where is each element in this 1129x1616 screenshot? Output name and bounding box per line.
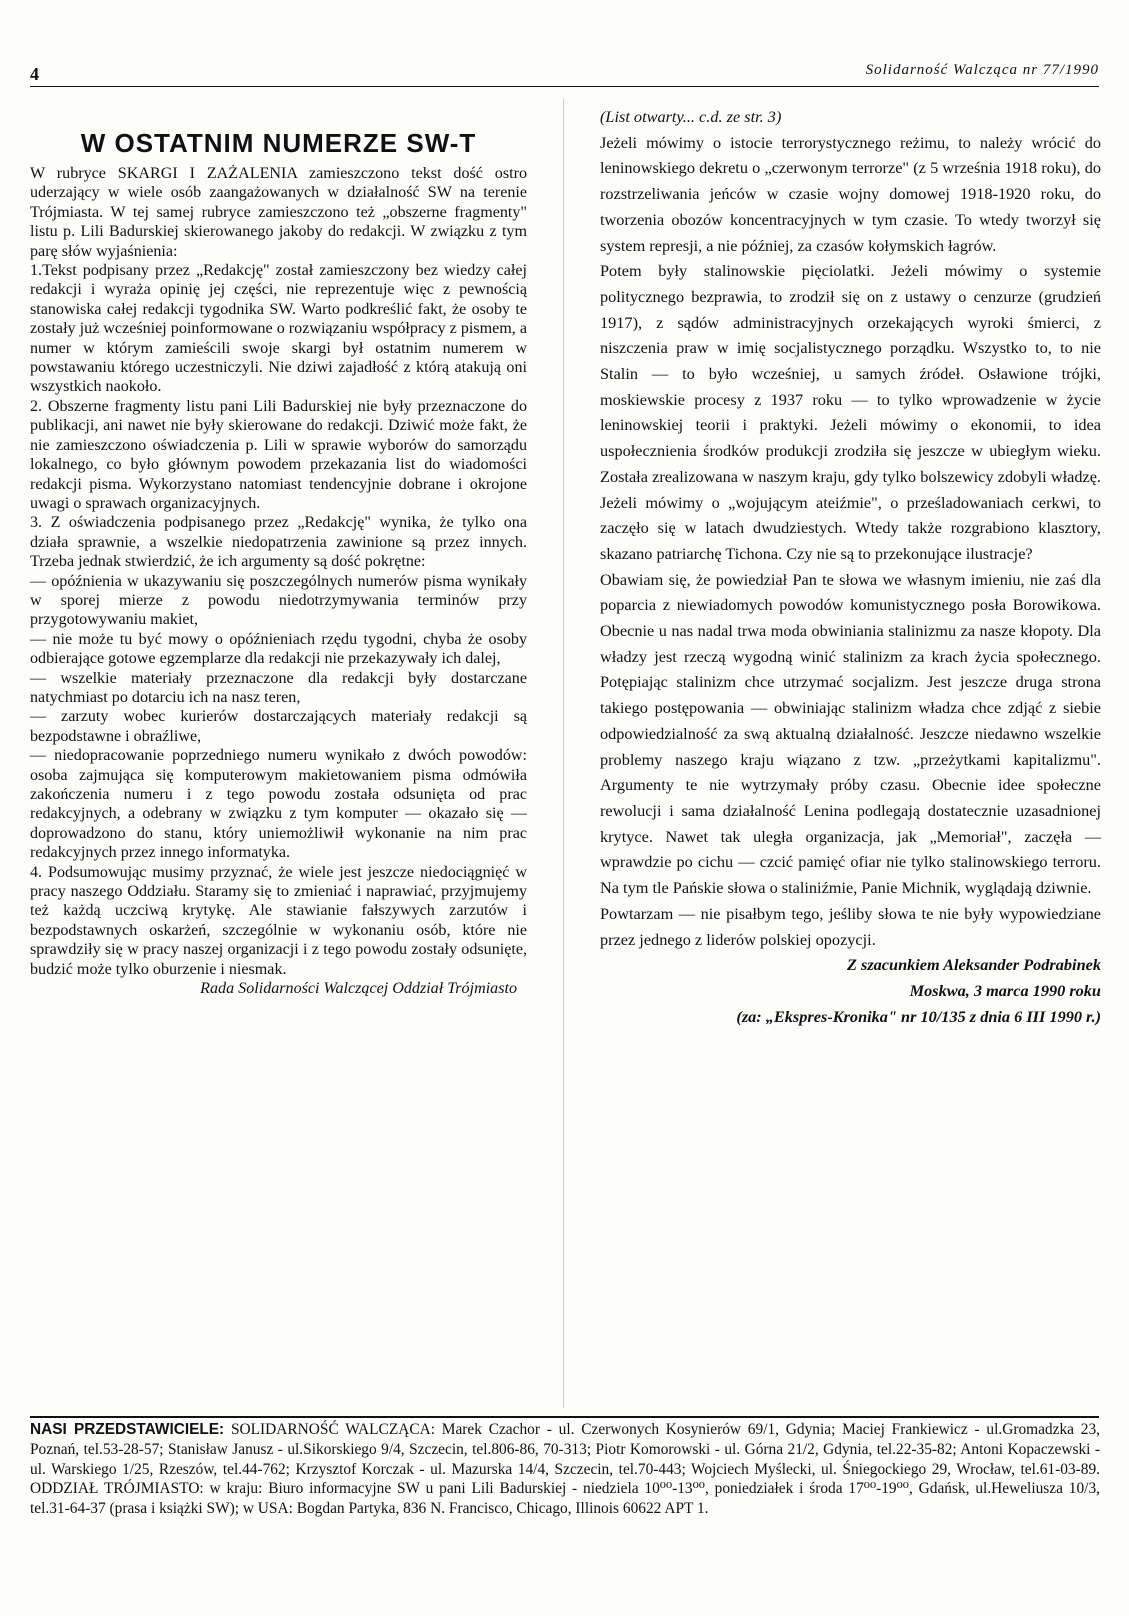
footer-text: SOLIDARNOŚĆ WALCZĄCA: Marek Czachor - ul. Czerwonych Kosynierów 69/1, Gdynia; Maciej Frankiewicz - ul.Gromadzka 23, Poznań, tel.53-28-57; Stanisław Janusz - ul.Sikorskiego 9/4, Szczecin, tel.806-86, 70-313; Piotr Komorowski - ul. Górna 21/2, Gdynia, tel.22-35-82; Antoni Kopaczewski - ul. Warskiego 1/25, Rzeszów, tel.44-762; Krzysztof Korczak - ul. Mazurska 14/4, Szczecin, tel.70-443; Wojciech Myślecki, ul. Śniegockiego 29, Wrocław, tel.61-03-89. ODDZIAŁ TRÓJMIASTO: w kraju: Biuro informacyjne SW u pani Lili Badurskiej - niedziela 10⁰⁰-13⁰⁰, poniedziałek i środa 17⁰⁰-19⁰⁰, Gdańsk, ul.Heweliusza 10/3, tel.31-64-37 (prasa i książki SW); w USA: Bogdan Partyka, 836 N. Francisco, Chicago, Illinois 60622 APT 1. — [30, 1421, 1101, 1518]
list-item: — nie może tu być mowy o opóźnieniach rzędu tygodni, chyba że osoby odbierające gotowe egzemplarze dla redakcji nie przekazywały ich dalej, — [30, 630, 527, 668]
paragraph: 4. Podsumowując musimy przyznać, że wiele jest jeszcze niedociągnięć w pracy naszego Oddziału. Staramy się to zmieniać i naprawiać, przyjmujemy też każdą uczciwą krytykę. Ale stawianie fałszywych zarzutów i bezpodstawnych oskarżeń, szczególnie w wykonaniu osób, które nie sprawdziły się w pracy naszej organizacji i z tego powodu zostały odsunięte, budzić może tylko oburzenie i niesmak. — [30, 863, 527, 978]
paragraph: Obawiam się, że powiedział Pan te słowa we własnym imieniu, nie zaś dla poparcia z niewiadomych powodów komunistycznego posła Borowikowa. Obecnie u nas nadal trwa moda obwiniania stalinizmu za nasze kłopoty. Dla władzy jest rzeczą wygodną winić stalinizm za krach życia społecznego. Potępiając stalinizm chce utrzymać socjalizm. Jest jeszcze druga strona takiego postępowania — obwiniając stalinizm władza chce zdjąć z siebie odpowiedzialność za swą aktualną działalność. Jeszcze niedawno wszelkie problemy naszego kraju wiązano z tzw. „przeżytkami kapitalizmu". Argumenty te nie wytrzymały próby czasu. Obecnie idee społeczne rewolucji i sama działalność Lenina podlegają dostatecznie uzasadnionej krytyce. Nawet tak uległa organizacja, jak „Memoriał", zaczęła — wprawdzie po cichu — czcić pamięć ofiar nie tylko stalinowskiego terroru. Na tym tle Pańskie słowa o staliniźmie, Panie Michnik, wyglądają dziwnie. — [600, 569, 1101, 898]
list-item: — wszelkie materiały przeznaczone dla redakcji były dostarczane natychmiast po dotarciu ich na nasz teren, — [30, 669, 527, 706]
left-column — [30, 104, 527, 998]
paragraph: Jeżeli mówimy o istocie terrorystycznego reżimu, to należy wrócić do leninowskiego dekretu o „czerwonym terrorze" (z 5 września 1918 roku), do rozstrzeliwania jeńców w czasie wojny domowej 1918-1920 roku, do tworzenia obozów koncentracyjnych w tym czasie. To wtedy tworzył się system represji, a nie później, za czasów kołymskich łagrów. — [600, 132, 1101, 255]
list-item: — niedopracowanie poprzedniego numeru wynikało z dwóch powodów: osoba zajmująca się komputerowym makietowaniem pisma odmówiła zakończenia numeru i z tego powodu została odsunięta od prac redakcyjnych, a odebrany w związku z tym komputer — okazało się — doprowadzono do stanu, który uniemożliwił wykonanie na nim prac redakcyjnych przez innego informatyka. — [30, 747, 527, 862]
paragraph: 3. Z oświadczenia podpisanego przez „Redakcję" wynika, że tylko ona działa sprawnie, a wszelkie niedopatrzenia zawinione są przez innych. Trzeba jednak stwierdzić, że ich argumenty są dość pokrętne: — [30, 514, 527, 571]
column-divider — [563, 98, 564, 1408]
list-item: — opóźnienia w ukazywaniu się poszczególnych numerów pisma wynikały w sporej mierze z powodu niedotrzymywania terminów przy przygotowywaniu makiet, — [30, 572, 527, 629]
continuation-reference: (List otwarty... c.d. ze str. 3) — [600, 107, 782, 126]
right-column — [600, 104, 1101, 1029]
letter-dateline: Moskwa, 3 marca 1990 roku — [909, 980, 1101, 1000]
running-header: Solidarność Walcząca nr 77/1990 — [865, 62, 1099, 78]
paragraph: W rubryce SKARGI I ZAŻALENIA zamieszczono tekst dość ostro uderzający w wiele osób zaangażowanych w działalność SW na terenie Trójmiasta. W tej samej rubryce zamieszczono też „obszerne fragmenty" listu p. Lili Badurskiej skierowanego jakoby do redakcji. W związku z tym parę słów wyjaśnienia: — [30, 165, 527, 260]
header-divider — [30, 86, 1099, 87]
list-item: — zarzuty wobec kurierów dostarczających materiały redakcji są bezpodstawne i obraźliwe, — [30, 708, 527, 745]
article-headline: W OSTATNIM NUMERZE SW-T — [80, 128, 477, 158]
paragraph: 1.Tekst podpisany przez „Redakcję" został zamieszczony bez wiedzy całej redakcji i wyraża opinię jej części, nie reprezentuje więc z pewnością stanowiska całej redakcji tygodnika SW. Warto podkreślić fakt, że osoby te zostały już wcześniej poinformowane o rozwiązaniu współpracy z pismem, a numer w którym zamieścili swoje skargi był ostatnim numerem w powstawaniu którego uczestniczyli. Nie dziwi zajadłość z którą atakują oni wszystkich naokoło. — [30, 262, 527, 396]
representatives-footer — [30, 1420, 1100, 1519]
paragraph: Powtarzam — nie pisałbym tego, jeśliby słowa te nie były wypowiedziane przez jednego z liderów polskiej opozycji. — [600, 903, 1101, 949]
source-citation: (za: „Ekspres-Kronika" nr 10/135 z dnia 6 III 1990 r.) — [736, 1006, 1101, 1026]
paragraph: Potem były stalinowskie pięciolatki. Jeżeli mówimy o systemie politycznego bezprawia, to zrodził się on z ustawy o cenzurze (grudzień 1917), z sądów administracyjnych orzekających wyroki śmierci, z niszczenia praw w imię socjalistycznego porządku. Wszystko to, to nie Stalin — to było wcześniej, u samych źródeł. Osławione trójki, moskiewskie procesy z 1937 roku — to tylko wprowadzenie w życie leninowskiej teorii i praktyki. Jeżeli mówimy o ekonomii, to idea uspołecznienia środków produkcji zrodziła się jeszcze w ubiegłym wieku. Została zrealizowana w naszym kraju, gdy tylko bolszewicy zdobyli władzę. Jeżeli mówimy o „wojującym ateiźmie", o prześladowaniach cerkwi, to zaczęło się w latach dwudziestych. Wtedy także rozgrabiono klasztory, skazano patriarchę Tichona. Czy nie są to przekonujące ilustracje? — [600, 261, 1101, 563]
article-signature: Rada Solidarności Walczącej Oddział Trójmiasto — [200, 980, 517, 998]
page-number: 4 — [30, 64, 39, 84]
footer-divider — [30, 1416, 1099, 1418]
paragraph: 2. Obszerne fragmenty listu pani Lili Badurskiej nie były przeznaczone do publikacji, ani nawet nie były skierowane do redakcji. Dziwić może fakt, że nie zamieszczono oświadczenia p. Lili w sprawie wyborów do samorządu lokalnego, co było głównym powodem przekazania list do wiadomości redakcji pisma. Wykorzystano natomiast tendencyjnie dobrane i okrojone uwagi o sprawach organizacyjnych. — [30, 397, 527, 512]
footer-label: NASI PRZEDSTAWICIELE: — [30, 1421, 225, 1438]
letter-signature: Z szacunkiem Aleksander Podrabinek — [846, 955, 1101, 975]
